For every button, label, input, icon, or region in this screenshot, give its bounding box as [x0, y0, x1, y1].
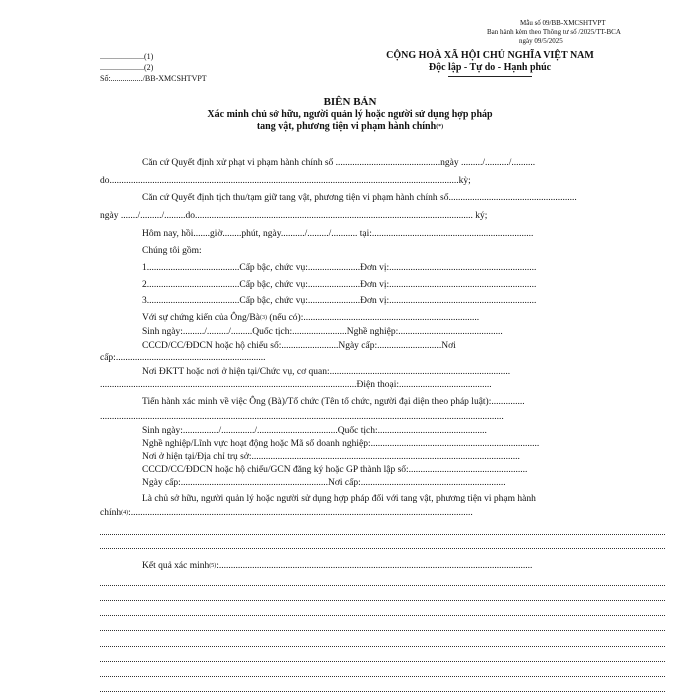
time-place-line: Hôm nay, hồi.......giờ........phút, ngày........../........./........... tại:....................................................................	[142, 229, 534, 239]
blank-line	[100, 630, 665, 631]
verification-result-line	[142, 560, 532, 572]
basis-decision-penalty: Căn cứ Quyết định xử phạt vi phạm hành chính số ............................................ngày ........./........../..........	[142, 158, 536, 168]
agency-line-1: ......................(1)	[100, 52, 154, 61]
owner-id-line: CCCD/CC/ĐDCN hoặc hộ chiếu/GCN đăng ký hoặc GP thành lập số:..................................................	[142, 465, 528, 475]
ownership-label: chính	[100, 508, 122, 518]
witness-address-line: Nơi ĐKTT hoặc nơi ở hiện tại/Chức vụ, cơ quan:............................................................................	[142, 367, 511, 377]
witness-line	[142, 312, 479, 324]
issued-by-line-1: Ban hành kèm theo Thông tư số /2025/TT-BCA	[487, 28, 621, 36]
member-row-3: 3.......................................Cấp bậc, chức vụ:......................Đơn vị:..............................................................	[142, 296, 537, 306]
result-label: Kết quả xác minh	[142, 561, 210, 571]
nation-title: CỘNG HOÀ XÃ HỘI CHỦ NGHĨA VIỆT NAM	[386, 50, 594, 61]
basis-seizure-date: ngày ......./........./.........do..................................................................................................................... ký;	[100, 211, 488, 221]
result-rest: :....................................................................................................................................	[216, 561, 533, 571]
document-number: Số:................/BB-XMCSHTVPT	[100, 74, 207, 83]
issued-by-line-2: ngày 09/5/2025	[519, 37, 563, 45]
witness-label: Với sự chứng kiến của Ông/Bà	[142, 313, 260, 323]
blank-line	[100, 646, 665, 647]
blank-line	[100, 534, 665, 535]
blank-line	[100, 691, 665, 692]
witness-note-mark: (3)	[259, 315, 267, 321]
witness-rest: (nếu có):..........................................................................	[266, 313, 480, 323]
witness-issue-place: cấp:...............................................................	[100, 353, 266, 363]
owner-address-line: Nơi ở hiện tại/Địa chỉ trụ sở:.................................................................................................................	[142, 452, 520, 462]
agency-line-2: ......................(2)	[100, 63, 154, 72]
ownership-statement: Là chủ sở hữu, người quản lý hoặc người sử dụng hợp pháp đối với tang vật, phương tiện vi phạm hành	[142, 494, 536, 504]
witness-id-line: CCCD/CC/ĐDCN hoặc hộ chiếu số:........................Ngày cấp:...........................Nơi	[142, 341, 456, 351]
nation-motto: Độc lập - Tự do - Hạnh phúc	[428, 62, 552, 73]
basis-decision-signed-by: do...................................................................................................................................................kỳ;	[100, 176, 471, 186]
members-heading: Chúng tôi gồm:	[142, 246, 202, 256]
verification-subject-fill: ..........................................................................................................................................................................	[100, 412, 504, 422]
blank-line	[100, 676, 665, 677]
blank-line	[100, 585, 665, 586]
verification-subject-line: Tiến hành xác minh về việc Ông (Bà)/Tổ chức (Tên tổ chức, người đại diện theo pháp luật):..............	[142, 397, 525, 407]
motto-underline	[448, 76, 532, 77]
subtitle-text: tang vật, phương tiện vi phạm hành chính	[256, 121, 437, 132]
blank-line	[100, 615, 665, 616]
ownership-rest: :................................................................................................................................................	[128, 508, 473, 518]
blank-line	[100, 661, 665, 662]
witness-birth-line: Sinh ngày:........./........./.........Quốc tịch:.......................Nghề nghiệp:............................................	[142, 327, 503, 337]
blank-line	[100, 600, 665, 601]
result-note-mark: (5)	[209, 563, 217, 569]
form-number: Mẫu số 09/BB-XMCSHTVPT	[520, 19, 606, 27]
document-title: BIÊN BẢN	[323, 96, 377, 108]
ownership-note-mark: (4)	[121, 510, 129, 516]
subtitle-note-mark: (*)	[436, 124, 444, 130]
owner-occupation-line: Nghề nghiệp/Lĩnh vực hoạt động hoặc Mã số doanh nghiệp:.......................................................................	[142, 439, 540, 449]
document-subtitle-2	[0, 121, 700, 133]
member-row-2: 2.......................................Cấp bậc, chức vụ:......................Đơn vị:..............................................................	[142, 280, 537, 290]
blank-line	[100, 548, 665, 549]
owner-birth-line: Sinh ngày:.............../............../..................................Quốc tịch:..............................................	[142, 426, 487, 436]
basis-decision-seizure: Căn cứ Quyết định tịch thu/tạm giữ tang vật, phương tiện vi phạm hành chính số......................................................	[142, 193, 577, 203]
document-subtitle-1: Xác minh chủ sở hữu, người quản lý hoặc người sử dụng hợp pháp	[207, 109, 493, 120]
owner-issue-line: Ngày cấp:..............................................................Nơi cấp:.............................................................	[142, 478, 506, 488]
member-row-1: 1.......................................Cấp bậc, chức vụ:......................Đơn vị:..............................................................	[142, 263, 537, 273]
ownership-statement-cont	[100, 507, 473, 519]
witness-phone-line: ............................................................................................................Điện thoại:.......................................	[100, 380, 492, 390]
